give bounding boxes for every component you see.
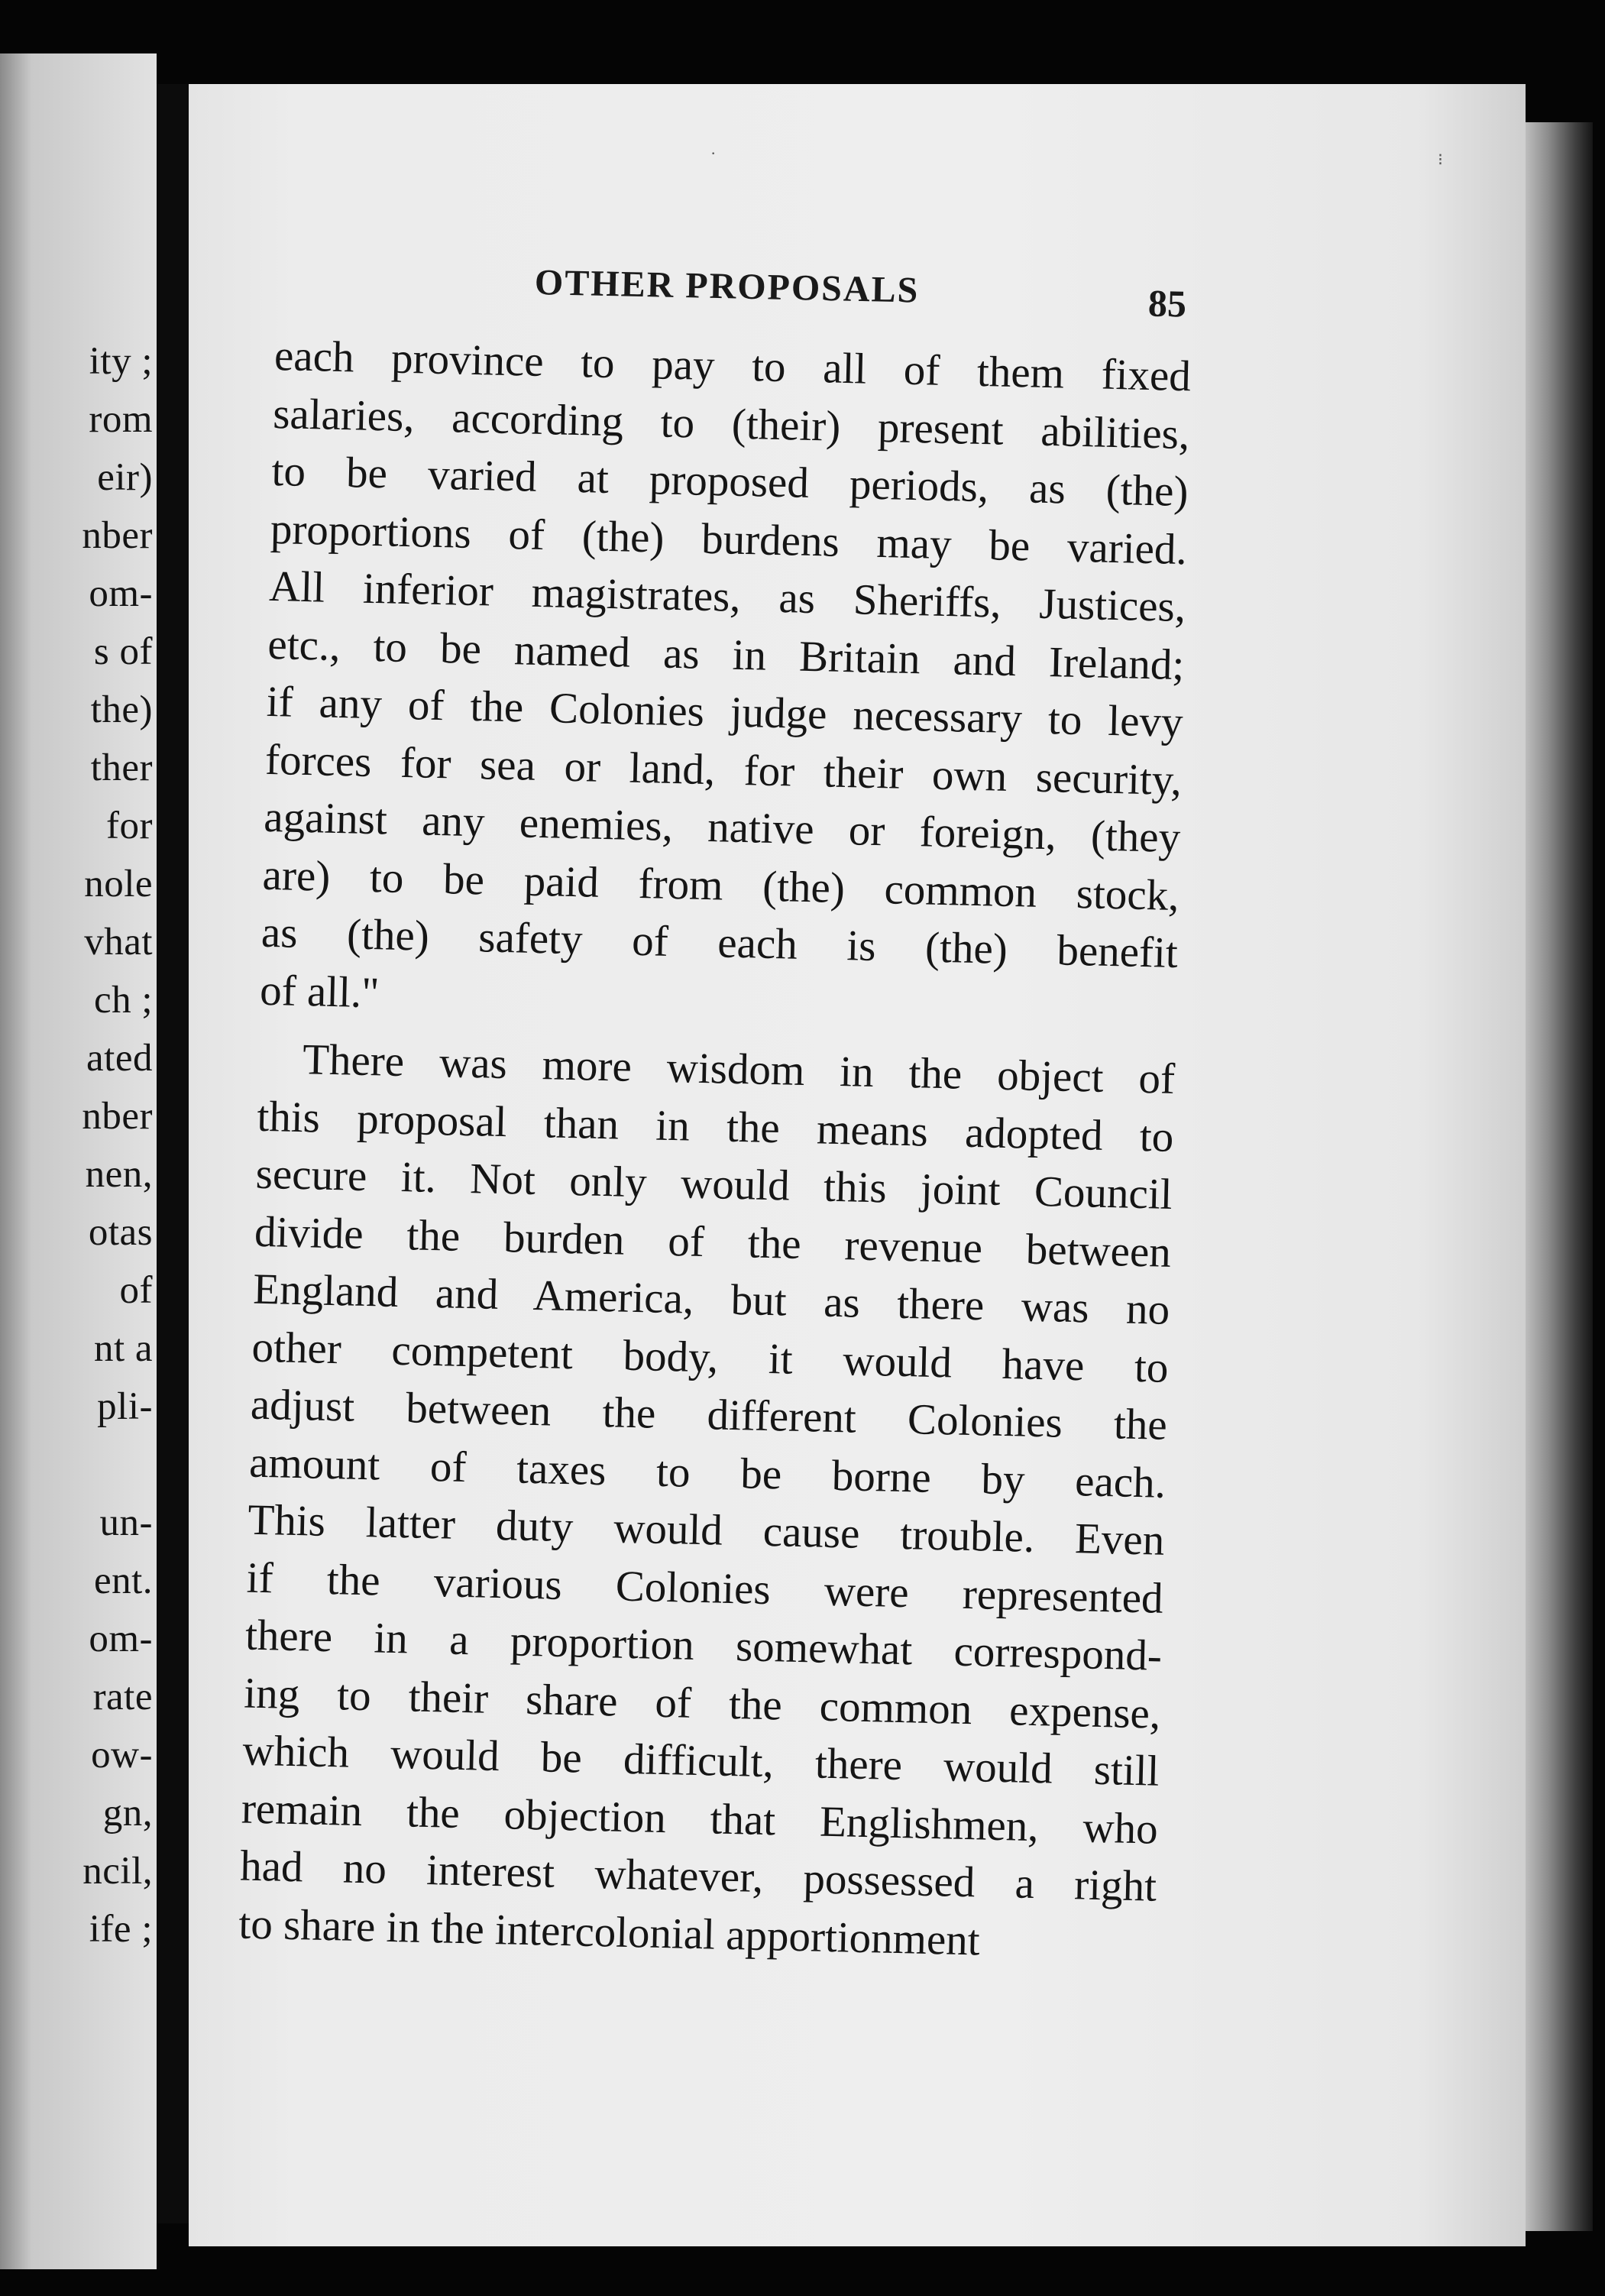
text-line: had no interest whatever, possessed a right	[239, 1841, 1157, 1911]
text-line: divide the burden of the revenue between	[254, 1207, 1172, 1277]
page-number: 85	[1147, 281, 1187, 325]
text-line: forces for sea or land, for their own security,	[264, 735, 1183, 805]
text-line: etc., to be named as in Britain and Ireland;	[267, 620, 1185, 689]
text-line: England and America, but as there was no	[252, 1265, 1170, 1334]
text-line: This latter duty would cause trouble. Even	[247, 1495, 1165, 1565]
facing-page-line: om-	[89, 572, 153, 615]
facing-page-line: nber	[82, 514, 153, 557]
text-line: All inferior magistrates, as Sheriffs, Justices,	[268, 562, 1186, 632]
facing-page-text	[0, 332, 153, 1958]
facing-page-line: vhat	[84, 921, 153, 963]
running-head: OTHER PROPOSALS	[534, 262, 920, 311]
facing-page	[0, 53, 157, 2269]
text-line: adjust between the different Colonies the	[250, 1380, 1168, 1449]
text-line: as (the) safety of each is (the) benefit	[260, 908, 1179, 978]
text-line: There was more wisdom in the object of	[302, 1035, 1176, 1103]
book-gutter	[157, 84, 189, 2223]
facing-page-line: nt a	[93, 1327, 153, 1370]
text-line: against any enemies, native or foreign, (they	[263, 792, 1181, 863]
facing-page-line: rate	[92, 1676, 153, 1718]
text-line: other competent body, it would have to	[251, 1323, 1170, 1392]
scan-speck: ·	[710, 144, 717, 163]
text-line: secure it. Not only would this joint Council	[255, 1149, 1173, 1219]
facing-page-line: ent.	[93, 1559, 153, 1602]
text-line: remain the objection that Englishmen, who	[241, 1784, 1159, 1854]
text-line: are) to be paid from (the) common stock,	[262, 850, 1180, 920]
text-line: this proposal than in the means adopted to	[256, 1092, 1174, 1161]
facing-page-line: om-	[89, 1618, 153, 1660]
text-line: if any of the Colonies judge necessary to levy	[266, 677, 1184, 747]
facing-page-line: the)	[90, 688, 153, 731]
text-line: which would be difficult, there would still	[242, 1726, 1160, 1796]
facing-page-line: ow-	[91, 1734, 153, 1776]
facing-page-line: rom	[89, 398, 153, 441]
facing-page-line	[0, 1436, 153, 1494]
scan-speck: ⁝	[1438, 150, 1443, 169]
text-line: ing to their share of the common expense,	[243, 1669, 1161, 1738]
facing-page-line: ch ;	[93, 979, 153, 1022]
facing-page-line: eir)	[97, 456, 153, 499]
text-line: if the various Colonies were represented	[246, 1553, 1164, 1623]
facing-page-line: ther	[90, 746, 153, 789]
facing-page-line: of	[119, 1269, 153, 1312]
text-line: proportions of (the) burdens may be varied.	[270, 504, 1188, 574]
facing-page-line: un-	[99, 1501, 153, 1544]
facing-page-line: nole	[84, 863, 153, 905]
facing-page-line: otas	[88, 1211, 153, 1254]
page-body	[238, 327, 1192, 1974]
text-line: there in a proportion somewhat correspond-	[244, 1611, 1163, 1680]
text-line: salaries, according to (their) present abilities,	[272, 389, 1190, 458]
text-line: each province to pay to all of them fixed	[273, 331, 1192, 401]
facing-page-line: ife ;	[89, 1908, 153, 1951]
facing-page-line: s of	[93, 630, 153, 673]
facing-page-line: pli-	[97, 1385, 153, 1428]
text-line: to be varied at proposed periods, as (the)	[271, 446, 1189, 517]
facing-page-line: ity ;	[89, 340, 153, 383]
facing-page-line: ncil,	[83, 1850, 153, 1893]
facing-page-line: gn,	[102, 1792, 153, 1835]
text-line: to share in the intercolonial apportionment	[238, 1899, 981, 1964]
text-line: amount of taxes to be borne by each.	[248, 1438, 1167, 1507]
facing-page-line: nber	[82, 1095, 153, 1138]
text-line: of all."	[259, 966, 380, 1017]
facing-page-line: ated	[86, 1037, 153, 1080]
facing-page-line: for	[106, 805, 153, 847]
page-edge	[1526, 122, 1593, 2231]
facing-page-line: nen,	[85, 1153, 153, 1196]
